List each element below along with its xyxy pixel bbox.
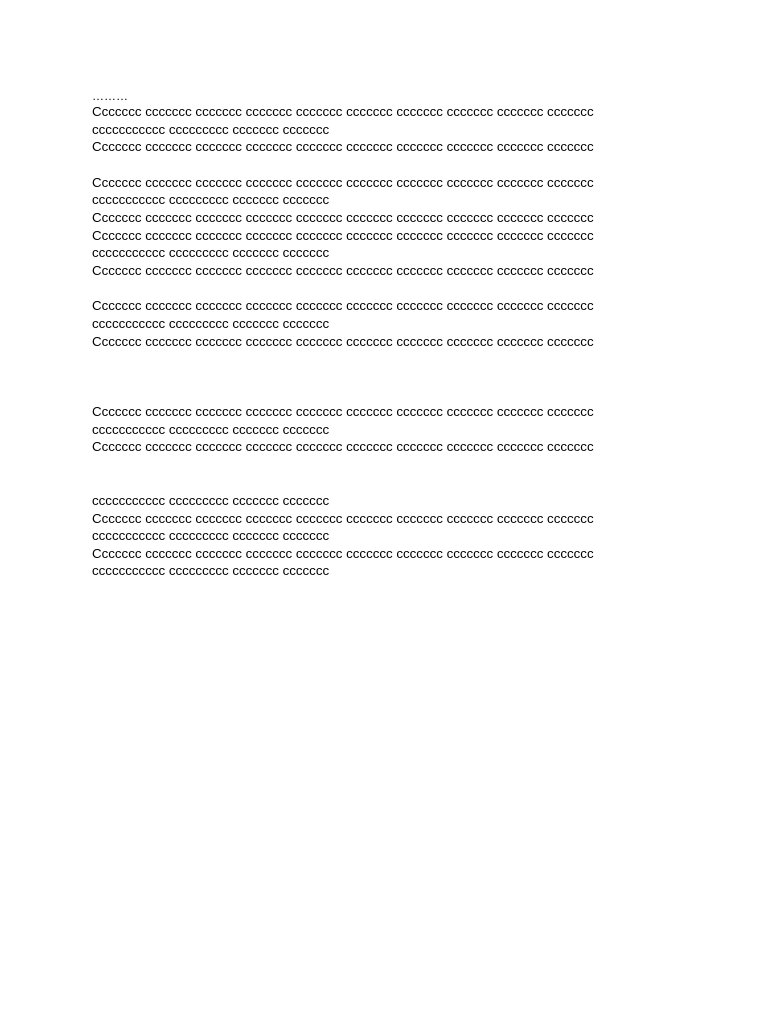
text-block-3 <box>92 297 692 350</box>
text-block-4 <box>92 403 692 456</box>
text-line: ccccccccccc ccccccccc ccccccc ccccccc <box>92 563 330 579</box>
text-line: ccccccccccc ccccccccc ccccccc ccccccc <box>92 421 330 437</box>
text-line: Ccccccc ccccccc ccccccc ccccccc ccccccc ccccccc ccccccc ccccccc ccccccc ccccccc <box>92 333 594 349</box>
text-block-2 <box>92 174 692 280</box>
text-line: Ccccccc ccccccc ccccccc ccccccc ccccccc ccccccc ccccccc ccccccc ccccccc ccccccc <box>92 104 594 119</box>
text-line: Ccccccc ccccccc ccccccc ccccccc ccccccc ccccccc ccccccc ccccccc ccccccc ccccccc <box>92 439 594 455</box>
text-line: Ccccccc ccccccc ccccccc ccccccc ccccccc ccccccc ccccccc ccccccc ccccccc ccccccc <box>92 404 594 420</box>
document-page <box>92 89 692 580</box>
text-line: ccccccccccc ccccccccc ccccccc ccccccc <box>92 528 330 544</box>
ellipsis-line: ……… <box>92 89 128 103</box>
paragraph-gap <box>92 156 692 174</box>
text-line: ccccccccccc ccccccccc ccccccc ccccccc <box>92 492 330 508</box>
text-line: Ccccccc ccccccc ccccccc ccccccc ccccccc ccccccc ccccccc ccccccc ccccccc ccccccc <box>92 174 594 190</box>
text-line: Ccccccc ccccccc ccccccc ccccccc ccccccc ccccccc ccccccc ccccccc ccccccc ccccccc <box>92 298 594 314</box>
text-line: ccccccccccc ccccccccc ccccccc ccccccc <box>92 192 330 208</box>
text-block-1 <box>92 103 692 156</box>
text-line: ccccccccccc ccccccccc ccccccc ccccccc <box>92 315 330 331</box>
text-line: Ccccccc ccccccc ccccccc ccccccc ccccccc ccccccc ccccccc ccccccc ccccccc ccccccc <box>92 209 594 225</box>
text-block-5 <box>92 492 692 580</box>
paragraph-gap <box>92 279 692 297</box>
text-line: Ccccccc ccccccc ccccccc ccccccc ccccccc ccccccc ccccccc ccccccc ccccccc ccccccc <box>92 262 594 278</box>
text-line: Ccccccc ccccccc ccccccc ccccccc ccccccc ccccccc ccccccc ccccccc ccccccc ccccccc <box>92 227 594 243</box>
paragraph-gap <box>92 350 692 403</box>
paragraph-gap <box>92 456 692 492</box>
text-line: ccccccccccc ccccccccc ccccccc ccccccc <box>92 121 330 137</box>
text-line: Ccccccc ccccccc ccccccc ccccccc ccccccc ccccccc ccccccc ccccccc ccccccc ccccccc <box>92 545 594 561</box>
text-line: Ccccccc ccccccc ccccccc ccccccc ccccccc ccccccc ccccccc ccccccc ccccccc ccccccc <box>92 510 594 526</box>
text-line: Ccccccc ccccccc ccccccc ccccccc ccccccc ccccccc ccccccc ccccccc ccccccc ccccccc <box>92 139 594 155</box>
text-line: ccccccccccc ccccccccc ccccccc ccccccc <box>92 245 330 261</box>
